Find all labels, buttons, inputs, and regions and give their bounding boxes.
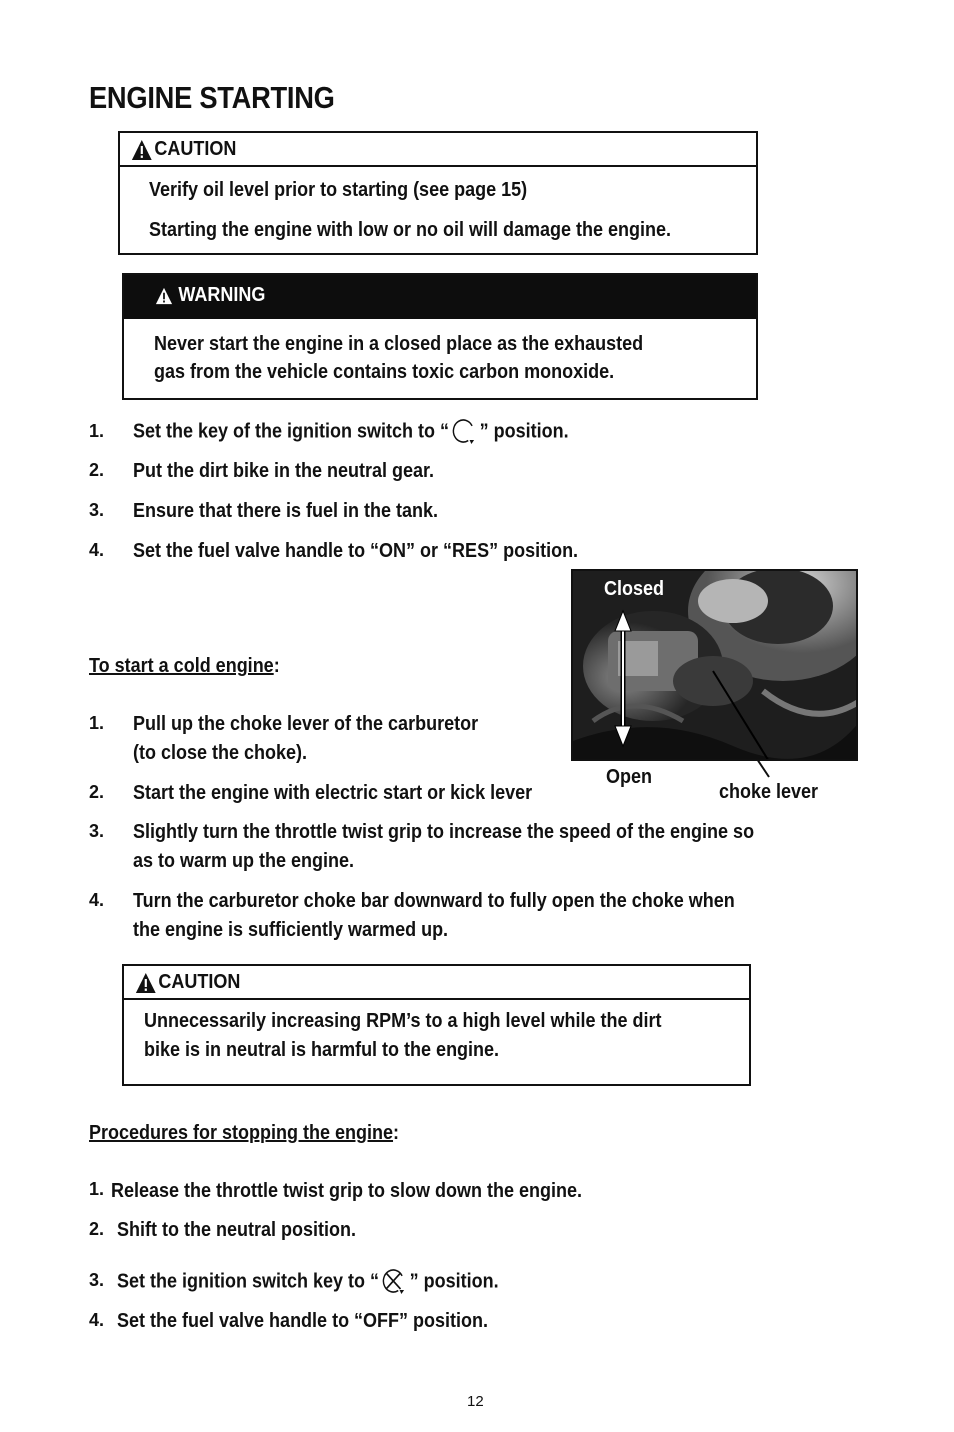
section-heading <box>89 1122 399 1145</box>
step-number: 4. <box>89 890 105 910</box>
caution-label: CAUTION <box>154 138 237 160</box>
caution-label: CAUTION <box>158 971 241 993</box>
step-text: ” position. <box>479 420 569 443</box>
step-number: 2. <box>89 782 105 802</box>
list-item: Shift to the neutral position. <box>117 1219 356 1241</box>
list-item: Set the fuel valve handle to “OFF” position. <box>117 1310 489 1332</box>
warning-triangle-icon <box>155 287 173 305</box>
warning-label: WARNING <box>178 284 266 306</box>
step-number: 3. <box>89 1270 105 1290</box>
ignition-on-icon <box>450 417 479 447</box>
warning-text-line: gas from the vehicle contains toxic carbon monoxide. <box>154 361 615 383</box>
section-heading <box>89 655 280 678</box>
step-number: 4. <box>89 540 105 560</box>
list-item: Turn the carburetor choke bar downward to fully open the choke when <box>133 890 735 912</box>
choke-lever-label: choke lever <box>719 781 819 803</box>
cold-engine-heading: To start a cold engine <box>89 655 274 677</box>
caution-box <box>118 131 758 255</box>
page-title: ENGINE STARTING <box>89 80 335 115</box>
step-text: Set the ignition switch key to “ <box>117 1270 380 1293</box>
step-number: 2. <box>89 460 105 480</box>
step-number: 3. <box>89 821 105 841</box>
caution-text-line: Unnecessarily increasing RPM’s to a high level while the dirt <box>144 1010 662 1032</box>
list-item: Start the engine with electric start or kick lever <box>133 782 533 804</box>
list-item: Put the dirt bike in the neutral gear. <box>133 460 435 482</box>
list-item-continued: the engine is sufficiently warmed up. <box>133 919 449 941</box>
heading-colon: : <box>273 655 280 677</box>
stop-engine-heading: Procedures for stopping the engine <box>89 1122 394 1144</box>
step-number: 4. <box>89 1310 105 1330</box>
step-text: ” position. <box>409 1270 499 1293</box>
list-item: Set the fuel valve handle to “ON” or “RES” position. <box>133 540 579 562</box>
warning-text-line: Never start the engine in a closed place as the exhausted <box>154 333 644 355</box>
step-text: Set the key of the ignition switch to “ <box>133 420 450 443</box>
choke-lever-photo <box>571 569 858 761</box>
list-item <box>133 417 569 447</box>
open-label: Open <box>606 766 653 788</box>
list-item-continued: as to warm up the engine. <box>133 850 355 872</box>
list-item <box>117 1267 499 1297</box>
heading-colon: : <box>393 1122 400 1144</box>
warning-triangle-icon <box>135 972 157 994</box>
closed-label: Closed <box>604 578 665 600</box>
caution-text-line: Verify oil level prior to starting (see page 15) <box>149 179 528 201</box>
caution-header <box>120 133 756 167</box>
leader-line <box>755 759 775 779</box>
list-item-continued: (to close the choke). <box>133 742 308 764</box>
page-number: 12 <box>467 1393 484 1410</box>
step-number: 3. <box>89 500 105 520</box>
caution-header <box>124 966 749 1000</box>
list-item: Ensure that there is fuel in the tank. <box>133 500 439 522</box>
step-number: 2. <box>89 1219 105 1239</box>
warning-box <box>122 273 758 400</box>
caution-text-line: bike is in neutral is harmful to the engine. <box>144 1039 500 1061</box>
list-item: Slightly turn the throttle twist grip to increase the speed of the engine so <box>133 821 755 843</box>
caution-text-line: Starting the engine with low or no oil will damage the engine. <box>149 219 672 241</box>
warning-triangle-icon <box>131 139 153 161</box>
list-item: Release the throttle twist grip to slow down the engine. <box>111 1180 583 1202</box>
caution-box <box>122 964 751 1086</box>
step-number: 1. <box>89 1179 105 1199</box>
list-item: Pull up the choke lever of the carburetor <box>133 713 479 735</box>
step-number: 1. <box>89 421 105 441</box>
ignition-off-icon <box>380 1267 409 1297</box>
warning-header <box>124 275 756 319</box>
step-number: 1. <box>89 713 105 733</box>
